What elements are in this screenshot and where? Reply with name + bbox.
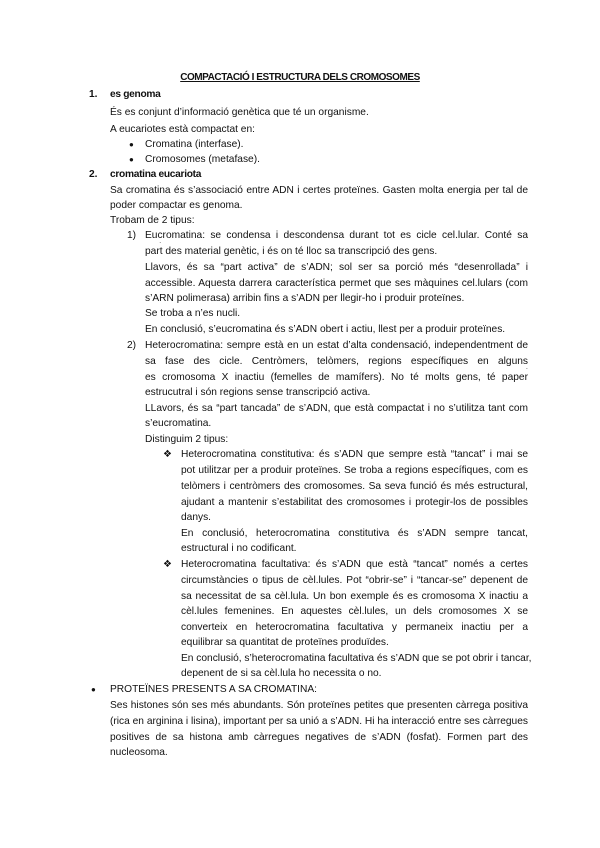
- facultativa-text: converteix en heterocromatina facultativa y permaneix inactiu per a: [181, 622, 528, 633]
- facultativa-text: Heterocromatina facultativa: és s’ADN que està “tancat” només a certes: [181, 559, 528, 570]
- heterocromatina-text: LLavors, és sa “part tancada” de s’ADN, que està compactat i no s’utilitza tant com: [145, 403, 528, 414]
- list-number: 2): [127, 340, 137, 351]
- heterocromatina-text: Heterocromatina: sempre està en un estat d’alta condensació, independentment de: [145, 340, 528, 351]
- facultativa-text: En conclusió, s’heterocromatina facultativa és s’ADN que se pot obrir i tancar,: [181, 653, 532, 664]
- list-number: 1): [127, 230, 137, 241]
- section-3-text: Ses histones són ses més abundants. Són proteïnes petites que presenten càrrega positiva: [110, 700, 528, 711]
- section-3-text: nucleosoma.: [110, 747, 168, 758]
- facultativa-text: circumstàncies o tipus de cèl.lules. Pot “obrir-se” i “tancar-se” depenent de: [181, 575, 528, 586]
- constitutiva-text: estructural i no codificant.: [181, 543, 297, 554]
- constitutiva-text: telòmers i centròmers des cromosomes. Sa seva funció és més estructural,: [181, 481, 528, 492]
- list-item: Cromosomes (metafase).: [145, 154, 260, 165]
- bullet-icon: ●: [129, 140, 134, 149]
- heterocromatina-text: es cromosoma X inactiu (femelles de mamífers). No té molts gens, té paper: [145, 372, 528, 383]
- eucromatina-text: Llavors, és sa “part activa” de s’ADN; sol ser sa porció més “desenrollada” i: [145, 262, 528, 273]
- eucromatina-text: Se troba a n’es nucli.: [145, 308, 241, 319]
- section-1-text: És es conjunt d’informació genètica que té un organisme.: [110, 107, 369, 118]
- section-3-text: positives de sa histona amb càrregues negatives de s’ADN (fosfat). Formen part des: [110, 732, 528, 743]
- eucromatina-text: part des material genètic, i és on té lloc sa transcripció des gens.: [145, 246, 438, 257]
- heterocromatina-text: Distinguim 2 tipus:: [145, 434, 229, 445]
- section-1-number: 1.: [89, 89, 98, 100]
- section-2-heading: cromatina eucariota: [110, 169, 202, 180]
- heterocromatina-text: s’eucromatina.: [145, 418, 212, 429]
- eucromatina-text: Eucromatina: se condensa i descondensa durant tot es cicle cel.lular. Conté sa: [145, 230, 528, 241]
- section-1-text: A eucariotes està compactat en:: [110, 124, 255, 135]
- heterocromatina-text: estrucutral i són regions sense transcripció activa.: [145, 387, 371, 398]
- section-2-text: Sa cromatina és s’associació entre ADN i certes proteïnes. Gasten molta energia per tal de: [110, 185, 528, 196]
- eucromatina-text: accessible. Aquesta darrera característica permet que ses màquines cel.lulars (com: [145, 278, 528, 289]
- constitutiva-text: Heterocromatina constitutiva: és s’ADN que sempre està “tancat” i mai se: [181, 449, 528, 460]
- section-3-text: (rica en arginina i lisina), important per sa unió a s’ADN. Hi ha interacció entre ses càrregues: [110, 716, 528, 727]
- facultativa-text: equilibrar sa quantitat de proteïnes produïdes.: [181, 637, 389, 648]
- list-item: Cromatina (interfase).: [145, 139, 244, 150]
- section-1-heading: es genoma: [110, 89, 161, 100]
- facultativa-text: depenent de si sa cèl.lula ho necessita o no.: [181, 668, 382, 679]
- section-2-number: 2.: [89, 169, 98, 180]
- section-3-heading: PROTEÏNES PRESENTS A SA CROMATINA:: [110, 684, 318, 695]
- facultativa-text: sa necessitat de sa cèl.lula. Un bon exemple és es cromosoma X inactiu a: [181, 591, 528, 602]
- section-2-text: poder compactar es genoma.: [110, 200, 243, 211]
- section-2-text: Trobam de 2 tipus:: [110, 215, 195, 226]
- constitutiva-text: En conclusió, heterocromatina constitutiva és s’ADN sempre tancat,: [181, 528, 528, 539]
- eucromatina-text: s’ARN polimerasa) arribin fins a s’ADN per llegir-ho i produir proteïnes.: [145, 293, 465, 304]
- eucromatina-text: En conclusió, s’eucromatina és s’ADN obert i actiu, llest per a produir proteïnes.: [145, 324, 506, 335]
- constitutiva-text: pot utilitzar per a produir proteïnes. Se troba a regions específiques, com es: [181, 465, 528, 476]
- constitutiva-text: ajudant a mantenir s’estabilitat des cromosomes i protegir-los de possibles: [181, 497, 528, 508]
- heterocromatina-text: sa fase des cicle. Centròmers, telòmers, regions específiques en alguns: [145, 356, 528, 367]
- bullet-icon: ●: [129, 155, 134, 164]
- page-title: COMPACTACIÓ I ESTRUCTURA DELS CROMOSOMES: [180, 72, 420, 83]
- constitutiva-text: danys.: [181, 512, 212, 523]
- bullet-icon: ●: [91, 685, 96, 694]
- facultativa-text: cèl.lules femenines. En aquestes cèl.lules, un dels cromosomes X se: [181, 606, 528, 617]
- diamond-bullet-icon: ❖: [163, 449, 172, 460]
- diamond-bullet-icon: ❖: [163, 559, 172, 570]
